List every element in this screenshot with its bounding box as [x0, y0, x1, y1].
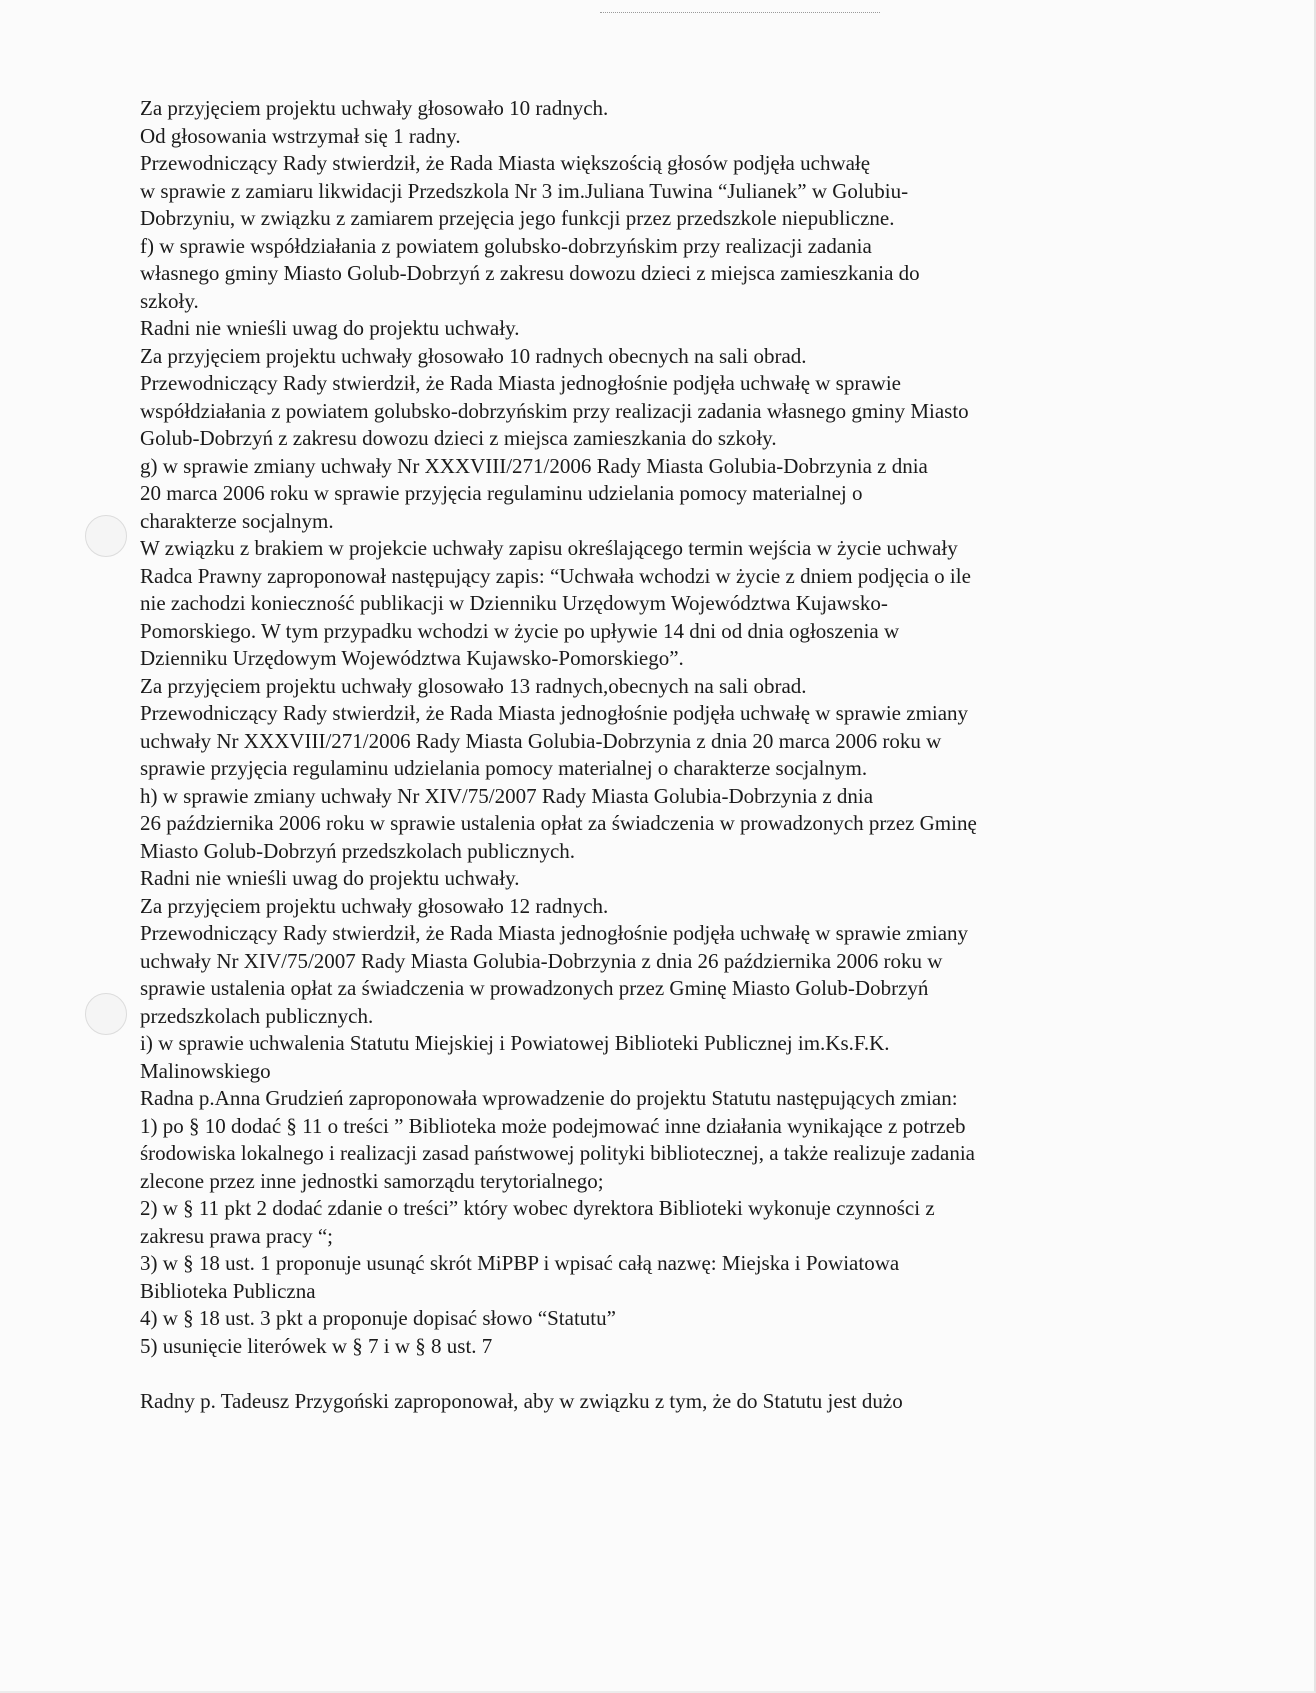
text-line: Od głosowania wstrzymał się 1 radny.	[140, 123, 461, 148]
text-line: Przewodniczący Rady stwierdził, że Rada Miasta jednogłośnie podjęła uchwałę w sprawie	[140, 371, 901, 395]
text-line: Dzienniku Urzędowym Województwa Kujawsko-Pomorskiego”.	[140, 646, 684, 670]
text-line: Przewodniczący Rady stwierdził, że Rada Miasta jednogłośnie podjęła uchwałę w sprawie zmiany	[140, 701, 969, 725]
text-line: 4) w § 18 ust. 3 pkt a proponuje dopisać słowo “Statutu”	[140, 1306, 616, 1330]
text-line: 2) w § 11 pkt 2 dodać zdanie o treści” który wobec dyrektora Biblioteki wykonuje czynności z	[140, 1196, 935, 1220]
text-line: Radna p.Anna Grudzień zaproponowała wprowadzenie do projektu Statutu następujących zmian:	[140, 1086, 958, 1110]
text-line: Radny p. Tadeusz Przygoński zaproponował, aby w związku z tym, że do Statutu jest dużo	[140, 1388, 903, 1413]
text-line: sprawie przyjęcia regulaminu udzielania pomocy materialnej o charakterze socjalnym.	[140, 756, 868, 780]
punch-hole-upper	[85, 515, 127, 557]
scan-artifact-top	[600, 12, 880, 13]
text-line: własnego gminy Miasto Golub-Dobrzyń z zakresu dowozu dzieci z miejsca zamieszkania do	[140, 261, 920, 285]
text-line: Miasto Golub-Dobrzyń przedszkolach publicznych.	[140, 838, 576, 863]
text-line: 1) po § 10 dodać § 11 o treści ” Biblioteka może podejmować inne działania wynikające z potrzeb	[140, 1113, 966, 1138]
text-line: Za przyjęciem projektu uchwały głosowało 12 radnych.	[140, 893, 609, 918]
text-line: W związku z brakiem w projekcie uchwały zapisu określającego termin wejścia w życie uchwały	[140, 536, 958, 560]
text-line: zlecone przez inne jednostki samorządu terytorialnego;	[140, 1168, 604, 1193]
text-line: charakterze socjalnym.	[140, 508, 334, 533]
text-line: nie zachodzi konieczność publikacji w Dzienniku Urzędowym Województwa Kujawsko-	[140, 591, 888, 615]
text-line: w sprawie z zamiaru likwidacji Przedszkola Nr 3 im.Juliana Tuwina “Julianek” w Golubiu-	[140, 178, 909, 203]
text-line: 5) usunięcie literówek w § 7 i w § 8 ust. 7	[140, 1333, 493, 1358]
blank-line	[140, 1360, 1150, 1388]
text-line: Radni nie wnieśli uwag do projektu uchwały.	[140, 316, 520, 340]
text-line: Za przyjęciem projektu uchwały glosowało 13 radnych,obecnych na sali obrad.	[140, 673, 807, 698]
text-line: Biblioteka Publiczna	[140, 1278, 316, 1303]
text-line: Za przyjęciem projektu uchwały głosowało 10 radnych obecnych na sali obrad.	[140, 343, 807, 368]
text-line: Radca Prawny zaproponował następujący zapis: “Uchwała wchodzi w życie z dniem podjęcia o ile	[140, 563, 971, 588]
text-line: współdziałania z powiatem golubsko-dobrzyńskim przy realizacji zadania własnego gminy Miasto	[140, 398, 969, 423]
text-line: i) w sprawie uchwalenia Statutu Miejskiej i Powiatowej Biblioteki Publicznej im.Ks.F.K.	[140, 1031, 890, 1055]
text-line: h) w sprawie zmiany uchwały Nr XIV/75/2007 Rady Miasta Golubia-Dobrzynia z dnia	[140, 783, 874, 808]
text-line: uchwały Nr XXXVIII/271/2006 Rady Miasta Golubia-Dobrzynia z dnia 20 marca 2006 roku w	[140, 728, 942, 753]
text-line: Przewodniczący Rady stwierdził, że Rada Miasta jednogłośnie podjęła uchwałę w sprawie zmiany	[140, 921, 969, 945]
text-line: 26 października 2006 roku w sprawie ustalenia opłat za świadczenia w prowadzonych przez Gminę	[140, 811, 977, 835]
punch-hole-lower	[85, 993, 127, 1035]
text-line: Malinowskiego	[140, 1058, 271, 1083]
text-line: Golub-Dobrzyń z zakresu dowozu dzieci z miejsca zamieszkania do szkoły.	[140, 426, 777, 450]
text-line: Pomorskiego. W tym przypadku wchodzi w życie po upływie 14 dni od dnia ogłoszenia w	[140, 618, 900, 643]
text-line: środowiska lokalnego i realizacji zasad państwowej polityki bibliotecznej, a także realizuje zadania	[140, 1141, 975, 1165]
text-line: 3) w § 18 ust. 1 proponuje usunąć skrót MiPBP i wpisać całą nazwę: Miejska i Powiatowa	[140, 1251, 900, 1275]
text-line: uchwały Nr XIV/75/2007 Rady Miasta Golubia-Dobrzynia z dnia 26 października 2006 roku w	[140, 948, 943, 973]
text-line: Radni nie wnieśli uwag do projektu uchwały.	[140, 866, 520, 890]
text-line: Przewodniczący Rady stwierdził, że Rada Miasta większością głosów podjęła uchwałę	[140, 151, 871, 175]
text-line: Dobrzyniu, w związku z zamiarem przejęcia jego funkcji przez przedszkole niepubliczne.	[140, 206, 895, 230]
text-line: przedszkolach publicznych.	[140, 1003, 374, 1028]
text-line: sprawie ustalenia opłat za świadczenia w prowadzonych przez Gminę Miasto Golub-Dobrzyń	[140, 976, 929, 1000]
text-line: g) w sprawie zmiany uchwały Nr XXXVIII/271/2006 Rady Miasta Golubia-Dobrzynia z dnia	[140, 453, 928, 478]
document-body-text	[140, 95, 1150, 1415]
text-line: zakresu prawa pracy “;	[140, 1223, 333, 1248]
text-line: f) w sprawie współdziałania z powiatem golubsko-dobrzyńskim przy realizacji zadania	[140, 233, 872, 258]
text-line: Za przyjęciem projektu uchwały głosowało 10 radnych.	[140, 96, 609, 120]
text-line: szkoły.	[140, 288, 199, 313]
text-line: 20 marca 2006 roku w sprawie przyjęcia regulaminu udzielania pomocy materialnej o	[140, 481, 863, 505]
